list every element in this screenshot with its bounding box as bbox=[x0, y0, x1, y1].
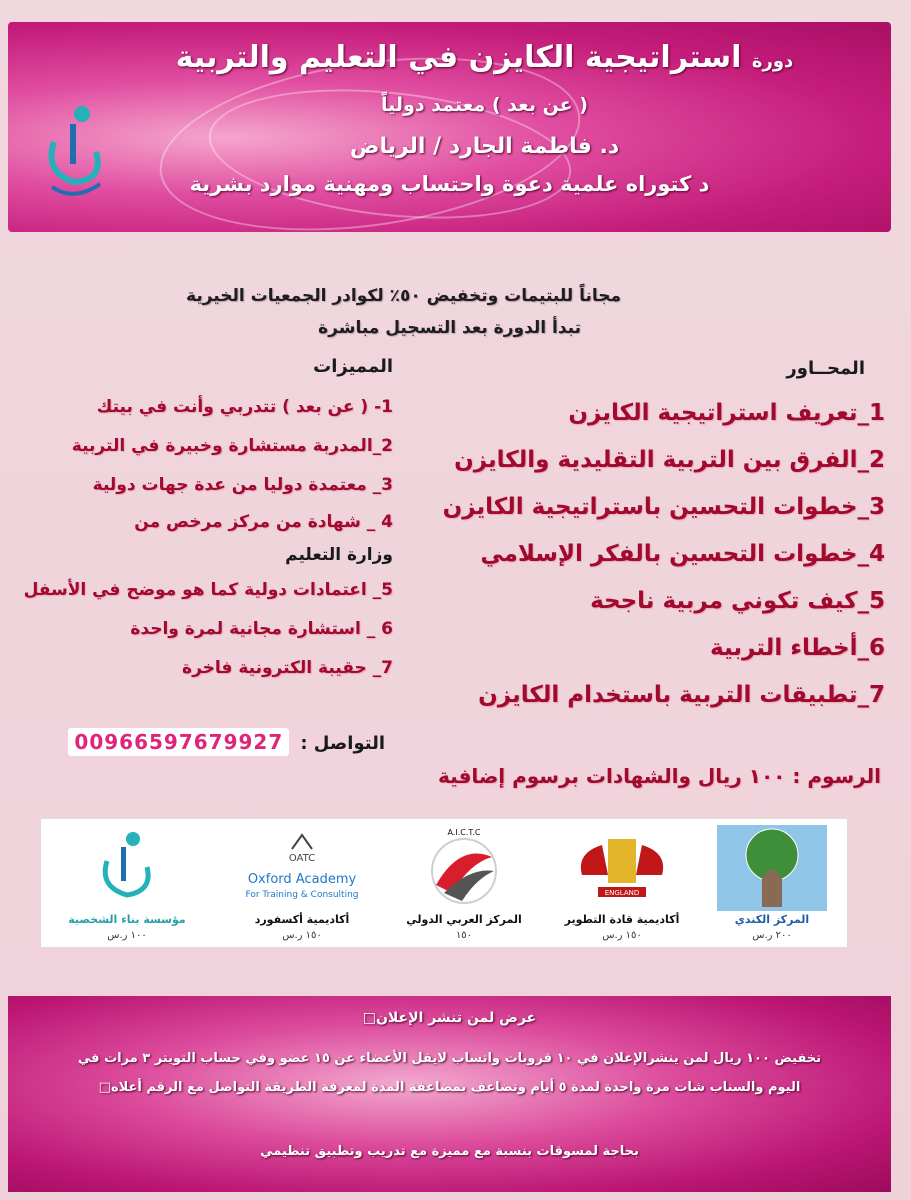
oxford-academy-logo-icon bbox=[232, 827, 372, 913]
axis-item: 2_الفرق بين التربية التقليدية والكايزن bbox=[454, 447, 885, 473]
course-mode: ( عن بعد ) معتمد دولياً bbox=[381, 94, 588, 116]
feature-item: 7_ حقيبة الكترونية فاخرة bbox=[182, 658, 393, 678]
feature-item: 3_ معتمدة دوليا من عدة جهات دولية bbox=[92, 475, 393, 495]
feature-item: 6 _ استشارة مجانية لمرة واحدة bbox=[130, 619, 393, 639]
svg-text:OATC: OATC bbox=[288, 853, 316, 864]
axis-item: 1_تعريف استراتيجية الكايزن bbox=[568, 400, 885, 426]
accreditation-name: أكاديمية أكسفورد bbox=[254, 913, 350, 926]
svg-text:Oxford Academy: Oxford Academy bbox=[247, 872, 357, 887]
accreditation-canadian bbox=[707, 819, 837, 947]
footer-marketers-line: بحاجة لمسوقات بنسبة مع مميزة مع تدريب وتطبيق تنظيمي bbox=[260, 1144, 639, 1159]
accreditation-fee: ٢٠٠ ر.س bbox=[752, 930, 792, 941]
accreditation-name: المركز الكندي bbox=[734, 913, 810, 926]
accreditation-name: أكاديمية قادة التطوير bbox=[564, 913, 680, 926]
binaa-logo-icon bbox=[87, 825, 167, 911]
aictc-logo-icon bbox=[414, 823, 514, 909]
axis-item: 7_تطبيقات التربية باستخدام الكايزن bbox=[478, 682, 885, 708]
trainer-name: د. فاطمة الجارد / الرياض bbox=[349, 134, 620, 159]
accreditation-fee: ١٥٠ bbox=[455, 930, 473, 941]
svg-text:For Training & Consulting: For Training & Consulting bbox=[245, 890, 359, 900]
binaa-logo-icon bbox=[34, 102, 114, 212]
promo-discount: مجاناً للبتيمات وتخفيض ٥٠٪ لكوادر الجمعيات الخيرية bbox=[186, 286, 621, 306]
accreditation-name: مؤسسة بناء الشخصية bbox=[68, 913, 186, 926]
axis-item: 5_كيف تكوني مربية ناجحة bbox=[590, 588, 885, 614]
lions-crest-icon bbox=[572, 825, 672, 911]
feature-item: 2_المدربة مستشارة وخبيرة في التربية bbox=[71, 436, 393, 456]
features-title: المميزات bbox=[313, 356, 393, 377]
trainer-credentials: د كتوراه علمية دعوة واحتساب ومهنية موارد بشرية bbox=[189, 172, 710, 196]
features-section bbox=[23, 352, 393, 688]
feature-item: 4 _ شهادة من مركز مرخص من bbox=[134, 512, 393, 532]
accreditation-name: المركز العربي الدولي bbox=[406, 913, 522, 926]
accreditation-panel bbox=[40, 818, 848, 948]
footer-title: عرض لمن تنشر الإعلان□ bbox=[362, 1010, 537, 1026]
accreditation-fee: ١٥٠ ر.س bbox=[602, 930, 642, 941]
axis-item: 4_خطوات التحسين بالفكر الإسلامي bbox=[480, 541, 885, 567]
feature-item-continuation: وزارة التعليم bbox=[285, 545, 393, 565]
accreditation-oxford bbox=[227, 819, 377, 947]
axis-item: 6_أخطاء التربية bbox=[710, 635, 885, 661]
accreditation-aictc bbox=[399, 819, 529, 947]
contact-row bbox=[68, 728, 385, 756]
svg-text:A.I.C.T.C: A.I.C.T.C bbox=[447, 828, 481, 837]
contact-label: التواصل : bbox=[300, 733, 385, 754]
footer-offer-line: اليوم والسناب شات مرة واحدة لمدة ٥ أيام وتضاعف بمضاعفة المدة لمعرفة الطريقة التواصل مع الرقم أعلاه□ bbox=[98, 1080, 801, 1095]
title-main: استراتيجية الكايزن في التعليم والتربية bbox=[175, 40, 742, 75]
phone-number[interactable]: 00966597679927 bbox=[68, 728, 289, 756]
course-title bbox=[138, 40, 831, 75]
title-prefix: دورة bbox=[751, 51, 794, 72]
feature-item: 1- ( عن بعد ) تتدربي وأنت في بيتك bbox=[96, 397, 393, 417]
footer-banner bbox=[8, 996, 891, 1192]
accreditation-fee: ١٠٠ ر.س bbox=[107, 930, 147, 941]
footer-offer-line: تخفيض ١٠٠ ريال لمن ينشرالإعلان في ١٠ قروبات واتساب لايقل الأعضاء عن ١٥ عضو وفي حساب التويتر ٣ مرات في bbox=[77, 1051, 822, 1066]
fees-text: الرسوم : ١٠٠ ريال والشهادات برسوم إضافية bbox=[438, 764, 881, 788]
axis-item: 3_خطوات التحسين باستراتيجية الكايزن bbox=[442, 494, 885, 520]
axes-title: المحــاور bbox=[786, 358, 865, 379]
feature-item: 5_ اعتمادات دولية كما هو موضح في الأسفل bbox=[23, 580, 393, 600]
human-development-globe-icon bbox=[717, 825, 827, 911]
accreditation-leaders bbox=[557, 819, 687, 947]
header-banner bbox=[8, 22, 891, 232]
accreditation-binaa bbox=[57, 819, 197, 947]
accreditation-fee: ١٥٠ ر.س bbox=[282, 930, 322, 941]
axes-section bbox=[442, 354, 885, 719]
promo-start: تبدأ الدورة بعد التسجيل مباشرة bbox=[318, 318, 581, 338]
svg-text:ENGLAND: ENGLAND bbox=[604, 889, 640, 897]
